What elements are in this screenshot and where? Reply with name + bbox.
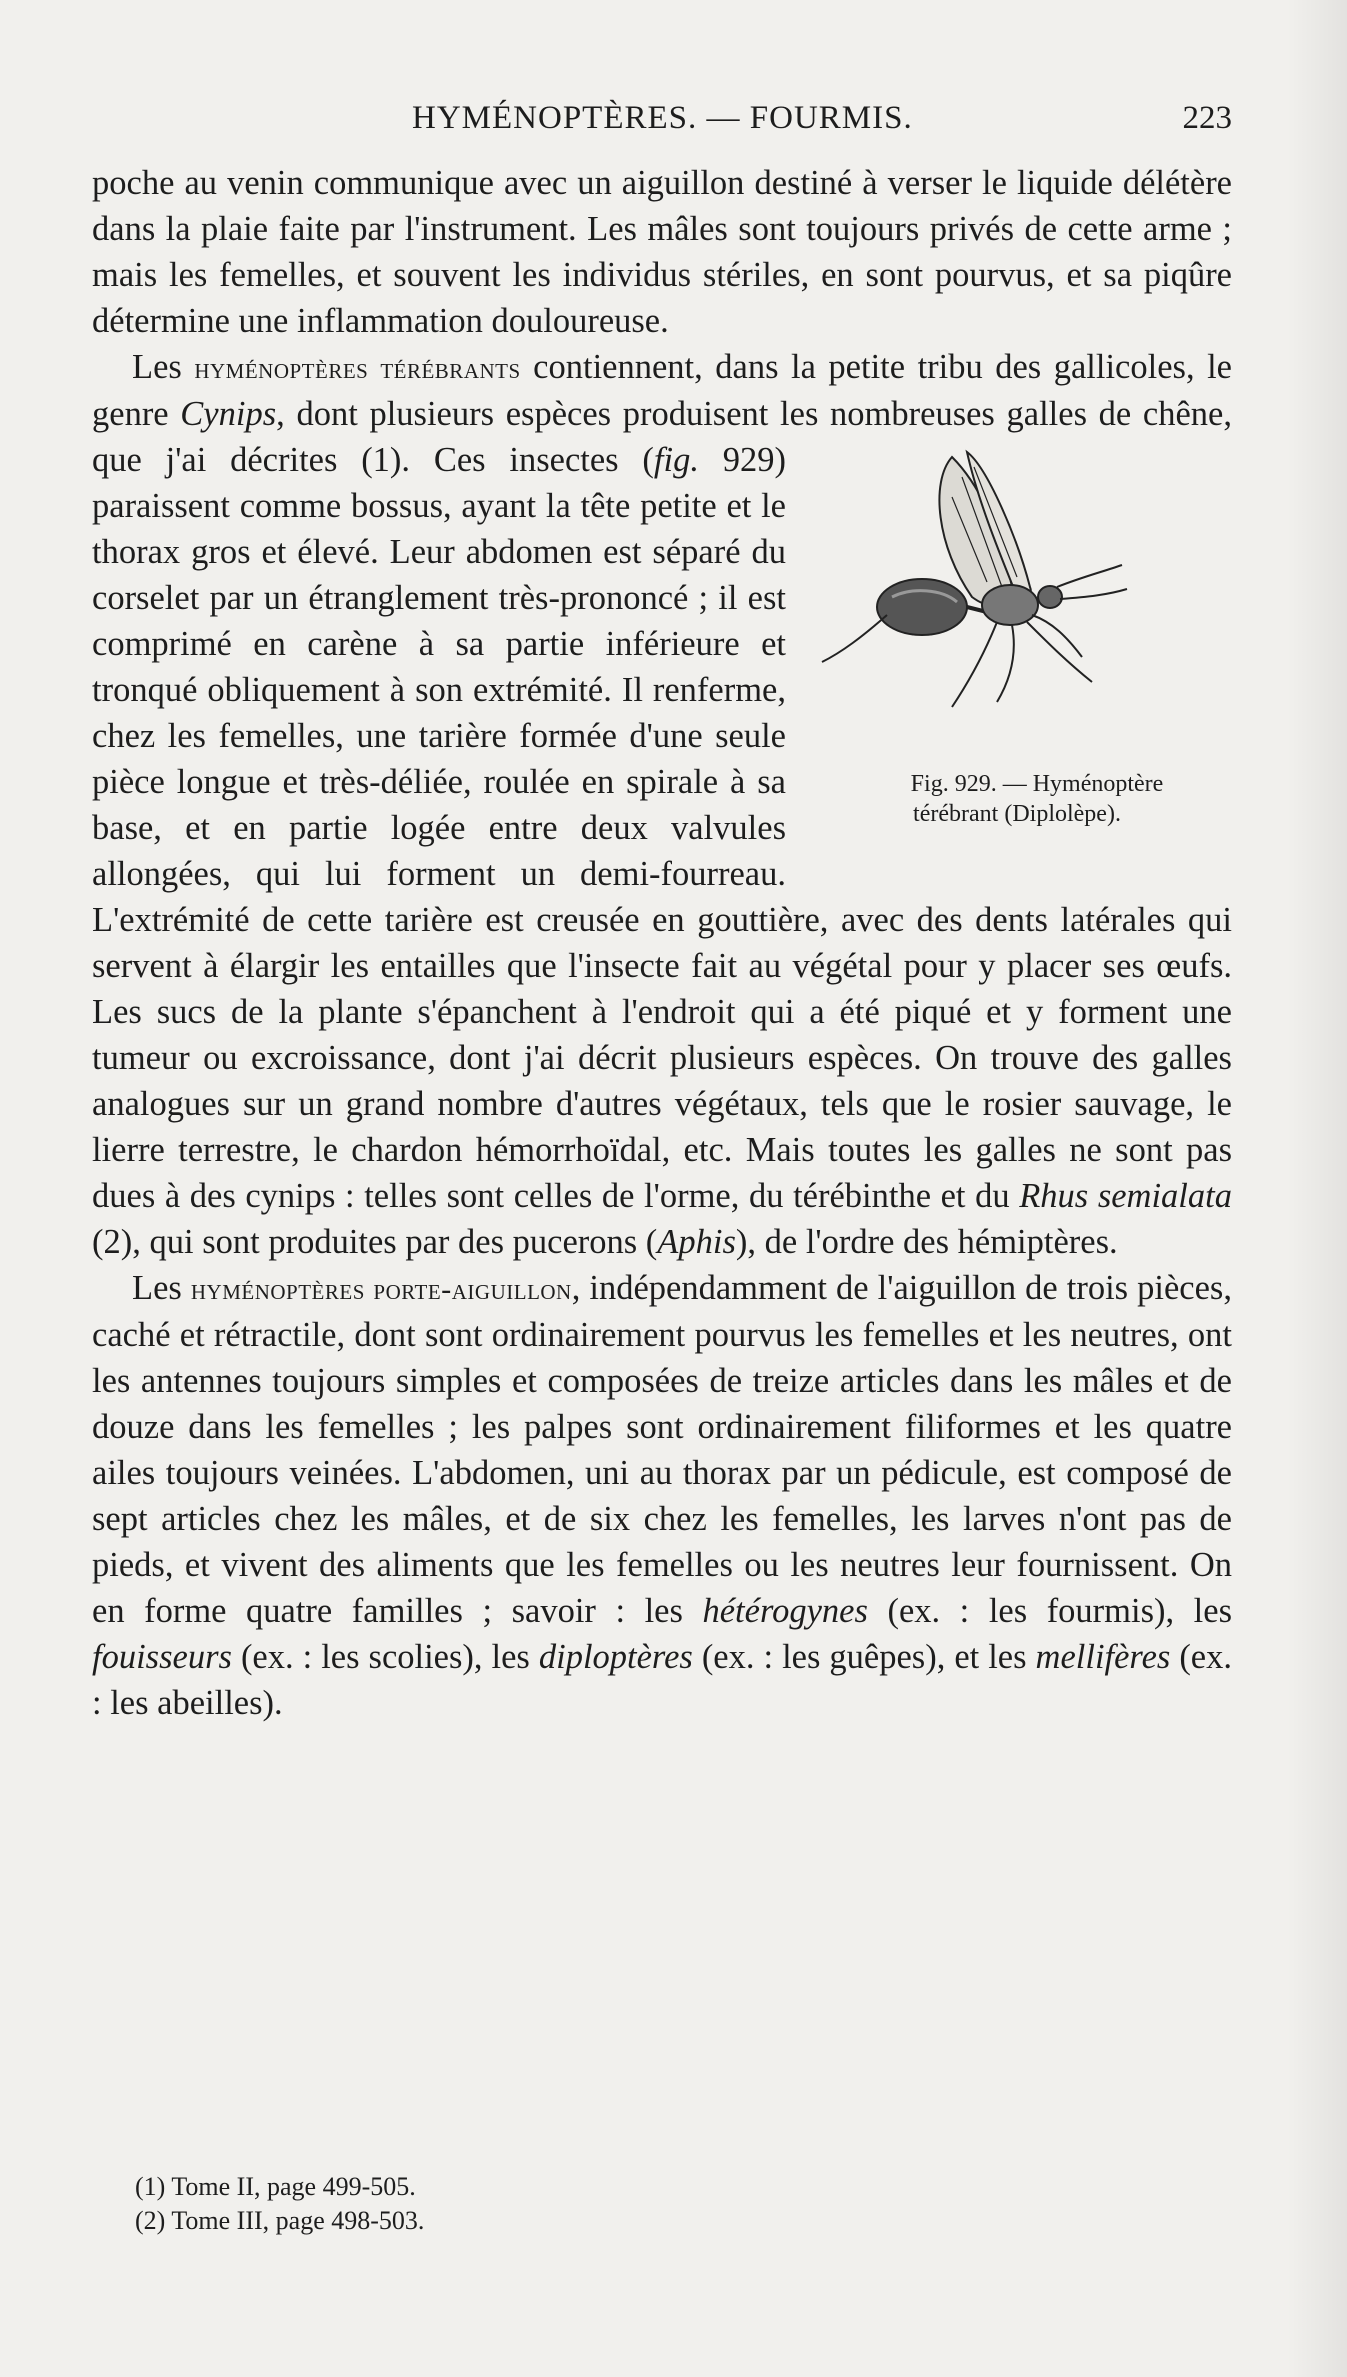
p3-text-1: Les [132, 1269, 191, 1307]
thorax [982, 585, 1038, 625]
p3-text-5: (ex. : les guêpes), et les [692, 1638, 1036, 1676]
p2-smallcaps-term: hyménoptères térébrants [194, 351, 521, 385]
head [1038, 586, 1062, 608]
page-edge-shadow [1287, 0, 1347, 2377]
footnote-2: (2) Tome III, page 498-503. [135, 2206, 425, 2235]
p2-text-5: (2), qui sont produites par des pucerons ( [92, 1223, 658, 1261]
p2-text-2: contiennent, dans la petite tribu des gallicoles, le genre [92, 348, 1232, 433]
leg-2 [997, 625, 1014, 702]
abdomen [877, 579, 967, 635]
p2-italic-fig: fig. [653, 441, 699, 479]
leg-1 [952, 622, 997, 707]
page-header [92, 100, 1232, 148]
paragraph-1-text: poche au venin communique avec un aiguillon destiné à verser le liquide délétère dans la plaie faite par l'instrument. Les mâles sont toujours privés de cette arme ; mais les femelles, et souvent les individus stériles, en sont pourvus, et sa piqûre détermine une inflammation douloureuse. [92, 164, 1232, 340]
body-text [92, 160, 1232, 1726]
wasp-illustration [802, 437, 1232, 767]
paragraph-2 [92, 344, 1232, 1265]
p2-text-6: ), de l'ordre des hémiptères. [735, 1223, 1118, 1261]
figure-caption: Fig. 929. — Hyménoptère térébrant (Diplolèpe). [910, 771, 1164, 827]
p2-italic-cynips: Cynips [180, 395, 277, 433]
p2-text-1: Les [132, 348, 195, 386]
antenna-lower [1060, 589, 1127, 599]
paragraph-1 [92, 160, 1232, 344]
p2-text-4: 929) paraissent comme bossus, ayant la tête petite et le thorax gros et élevé. Leur abdomen est séparé du corselet par un étranglement très-prononcé ; il est comprimé en carène à sa partie inférieure et tronqué obliquement à son extrémité. Il renferme, chez les femelles, une tarière formée d'une seule pièce longue et très-déliée, roulée en spirale à sa base, et en partie logée entre deux valvules allongées, qui lui forment un demi-fourreau. L'extrémité de cette tarière est creusée en gouttière, avec des dents latérales qui servent à élargir les entailles que l'insecte fait au végétal pour y placer ses œufs. Les sucs de la plante s'épanchent à l'endroit qui a été piqué et y forment une tumeur ou excroissance, dont j'ai décrit plusieurs espèces. On trouve des galles analogues sur un grand nombre d'autres végétaux, tels que le rosier sauvage, le lierre terrestre, le chardon hémorrhoïdal, etc. Mais toutes les galles ne sont pas dues à des cynips : telles sont celles de l'orme, du térébinthe et du [92, 441, 1232, 1215]
ovipositor [822, 615, 887, 662]
figure-929 [802, 437, 1232, 887]
p3-smallcaps-term: hyménoptères porte-aiguillon [190, 1272, 572, 1306]
p3-italic-melliferes: mellifères [1035, 1638, 1171, 1676]
p3-text-4: (ex. : les scolies), les [231, 1638, 539, 1676]
p2-italic-aphis: Aphis [657, 1223, 736, 1261]
paragraph-3 [92, 1265, 1232, 1726]
page-number: 223 [1182, 100, 1232, 136]
p3-text-3: (ex. : les fourmis), les [867, 1592, 1233, 1630]
antenna-upper [1057, 565, 1122, 587]
p3-italic-heterogynes: hétérogynes [702, 1592, 868, 1630]
footnote-1: (1) Tome II, page 499-505. [135, 2172, 416, 2201]
p3-italic-fouisseurs: fouisseurs [92, 1638, 232, 1676]
p3-text-2: , indépendamment de l'aiguillon de trois pièces, caché et rétractile, dont sont ordinairement pourvus les femelles et les neutres, ont les antennes toujours simples et composées de treize articles dans les mâles et de douze dans les femelles ; les palpes sont ordinairement filiformes et les quatre ailes toujours veinées. L'abdomen, uni au thorax par un pédicule, est composé de sept articles chez les mâles, et de six chez les femelles, les larves n'ont pas de pieds, et vivent des aliments que les femelles ou les neutres leur fournissent. On en forme quatre familles ; savoir : les [92, 1269, 1232, 1630]
footnotes [135, 2170, 424, 2238]
p3-italic-diplopteres: diploptères [538, 1638, 693, 1676]
p3-text-6: (ex. : les abeilles). [92, 1638, 1232, 1722]
p2-italic-rhus: Rhus semialata [1019, 1177, 1232, 1215]
p2-text-3: , dont plusieurs espèces produisent les nombreuses galles de chêne, que j'ai décrites (1). Ces insectes ( [92, 395, 1232, 479]
running-title: HYMÉNOPTÈRES. — FOURMIS. [412, 100, 913, 136]
